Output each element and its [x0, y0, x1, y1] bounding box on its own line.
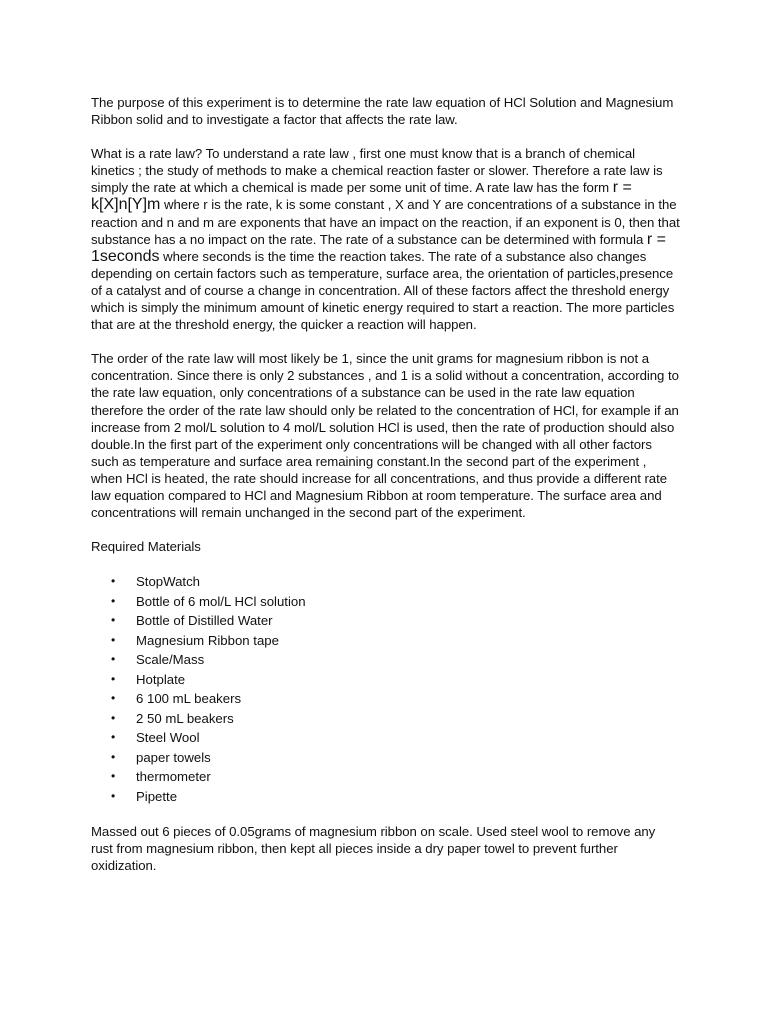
bullet-icon: • — [111, 769, 116, 784]
list-item: • Scale/Mass — [111, 650, 680, 670]
bullet-icon: • — [111, 574, 116, 589]
list-item: • Pipette — [111, 787, 680, 807]
bullet-icon: • — [111, 593, 116, 608]
rate-law-text-1: What is a rate law? To understand a rate law , first one must know that is a branch of chemical kinetics ; the study of methods to make a chemical reaction faster or slower. Therefore a rate law is simply the rate at which a chemical is made per some unit of time. A rate law has the form — [91, 146, 663, 196]
bullet-icon: • — [111, 691, 116, 706]
list-item: • StopWatch — [111, 572, 680, 592]
bullet-icon: • — [111, 671, 116, 686]
intro-paragraph: The purpose of this experiment is to determine the rate law equation of HCl Solution and Magnesium Ribbon solid and to investigate a factor that affects the rate law. — [91, 95, 674, 128]
list-item: • Steel Wool — [111, 728, 680, 748]
list-item: • 6 100 mL beakers — [111, 689, 680, 709]
procedure-paragraph: Massed out 6 pieces of 0.05grams of magnesium ribbon on scale. Used steel wool to remove any rust from magnesium ribbon, then kept all pieces inside a dry paper towel to prevent further oxidization. — [91, 824, 656, 874]
bullet-icon: • — [111, 730, 116, 745]
rate-law-text-3: where seconds is the time the reaction takes. The rate of a substance also changes depending on certain factors such as temperature, surface area, the orientation of particles,presence of a catalyst and of course a change in concentration. All of these factors affect the threshold energy which is simply the minimum amount of kinetic energy required to start a reaction. The more particles that are at the threshold energy, the quicker a reaction will happen. — [91, 248, 675, 333]
list-item: • 2 50 mL beakers — [111, 709, 680, 729]
rate-formula: r = 1seconds — [91, 230, 666, 265]
rate-law-formula: r = k[X]n[Y]m — [91, 179, 632, 214]
rate-law-paragraph — [91, 145, 680, 333]
materials-heading: Required Materials — [91, 539, 201, 555]
list-item: • paper towels — [111, 748, 680, 768]
order-paragraph: The order of the rate law will most likely be 1, since the unit grams for magnesium ribbon is not a concentration. Since there is only 2 substances , and 1 is a solid without a concentration, according to the rate law equation, only concentrations of a substance can be used in the rate law equation therefore the order of the rate law should only be related to the concentration of HCl, for example if an increase from 2 mol/L solution to 4 mol/L solution HCl is used, then the rate of production should also double.In the first part of the experiment only concentrations will be changed with all other factors such as temperature and surface area remaining constant.In the second part of the experiment , when HCl is heated, the rate should increase for all concentrations, and thus provide a different rate law equation compared to HCl and Magnesium Ribbon at room temperature. The surface area and concentrations will remain unchanged in the second part of the experiment. — [91, 351, 679, 521]
bullet-icon: • — [111, 652, 116, 667]
list-item: • Bottle of 6 mol/L HCl solution — [111, 592, 680, 612]
rate-law-text-2: where r is the rate, k is some constant , X and Y are concentrations of a substance in the reaction and n and m are exponents that have an impact on the reaction, if an exponent is 0, then that substance has a no impact on the rate. The rate of a substance can be determined with formula — [91, 197, 680, 247]
list-item: • Bottle of Distilled Water — [111, 611, 680, 631]
bullet-icon: • — [111, 632, 116, 647]
bullet-icon: • — [111, 788, 116, 803]
bullet-icon: • — [111, 749, 116, 764]
list-item: • thermometer — [111, 767, 680, 787]
bullet-icon: • — [111, 710, 116, 725]
bullet-icon: • — [111, 613, 116, 628]
list-item: • Magnesium Ribbon tape — [111, 631, 680, 651]
list-item: • Hotplate — [111, 670, 680, 690]
materials-list — [91, 572, 680, 806]
